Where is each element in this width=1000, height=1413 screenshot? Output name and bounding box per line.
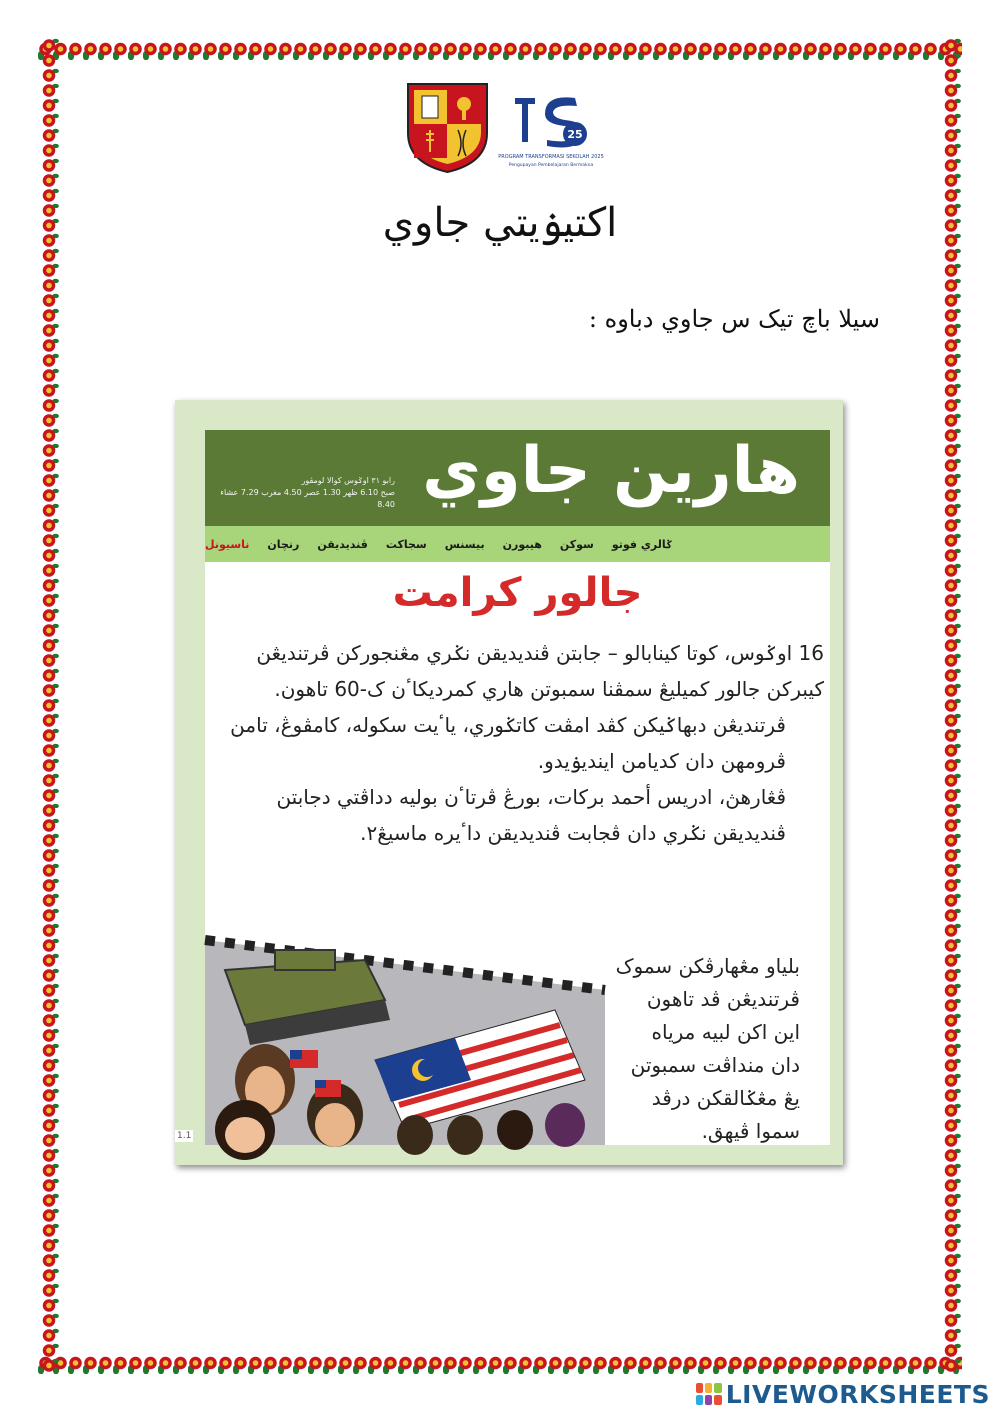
nav-item: ڤنديديقن [317, 537, 368, 551]
nav-item: رنچان [267, 537, 300, 551]
masthead-title: هارين جاوي [422, 434, 800, 508]
masthead-date: رابو ٣١ اوݢوس کوالا لومڤور [301, 476, 395, 485]
floral-border-bottom [38, 1352, 962, 1374]
newspaper-page [205, 430, 830, 1145]
parade-illustration [205, 930, 605, 1145]
nav-item: سوکن [559, 537, 594, 551]
instruction-text: سيلا باچ تيک س جاوي دباوه : [588, 305, 880, 333]
newspaper-nav [205, 526, 830, 562]
side-line: دان منداڤت سمبوتن [630, 1053, 800, 1077]
nav-item: سجاکت [385, 537, 427, 551]
masthead-prayer-times: صبح 6.10 ظهر 1.30 عصر 4.50 مغرب 7.29 عشاء 8.40 [220, 488, 395, 509]
ts-logo-subcaption: Pengupayan Pembelajaran Bermakna [508, 163, 594, 168]
newspaper-masthead [205, 430, 830, 526]
side-line: سموا ڤيهق. [701, 1119, 800, 1143]
ts-logo-caption: PROGRAM TRANSFORMASI SEKOLAH 2025 [498, 154, 604, 160]
article-paragraph: 16 اوݢوس، کوتا کينابالو – جابتن ڤنديديقن نݢري مڠنجورکن ڤرتنديڠن کيبرکن جالور کميليڠ سمڤنا سمبوتن هاري کمرديکاٴن ک-60 تاهون. [256, 641, 824, 701]
liveworksheets-watermark[interactable] [696, 1378, 990, 1410]
side-line: اين اکن لبيه مرياه [651, 1020, 800, 1044]
floral-border-right [940, 38, 962, 1374]
ts25-logo [498, 84, 604, 172]
article-body [214, 635, 824, 851]
side-line: ڤرتنديڠن ڤد تاهون [646, 987, 800, 1011]
floral-border-top [38, 38, 962, 60]
floral-border-left [38, 38, 60, 1374]
side-line: يڠ مڠݢالقکن درڤد [651, 1086, 800, 1110]
nav-item: ناسيونل [205, 537, 250, 551]
page-title: اکتيۏيتي جاوي [382, 200, 618, 246]
watermark-text: LIVEWORKSHEETS [725, 1379, 990, 1409]
nav-item: بيسنس [444, 537, 485, 551]
side-line: بلياو مڠهارڤکن سموک [615, 954, 800, 978]
ts-logo-number: 25 [567, 128, 583, 141]
nav-item: هيبورن [502, 537, 542, 551]
page-marker: 1.1 [177, 1131, 192, 1141]
article-headline: جالور کرامت [392, 570, 643, 616]
nav-item: ݢالري فوتو [611, 537, 673, 551]
masthead-info [215, 475, 395, 511]
article-side-text [560, 950, 800, 1148]
liveworksheets-logo-icon [696, 1383, 722, 1405]
article-paragraph: ڤڠارهڽ، ادريس أحمد برکات، بورڠ ڤرتاٴن بوليه دداڤتي دجابتن ڤنديديقن نݢري دان ڤجابت ڤنديديقن داٴيره ماسيڠ٢. [276, 785, 786, 845]
logo-group [400, 78, 604, 174]
newspaper-image [175, 400, 843, 1165]
article-paragraph: ڤرتنديڠن دبهاݢيکن کڤد امڤت کاتݢوري، ياٴيت سکوله، کامڤوڠ، تامن ڤرومهن دان کديامن اينديۏيدو. [230, 713, 786, 773]
school-crest-logo [400, 78, 495, 174]
